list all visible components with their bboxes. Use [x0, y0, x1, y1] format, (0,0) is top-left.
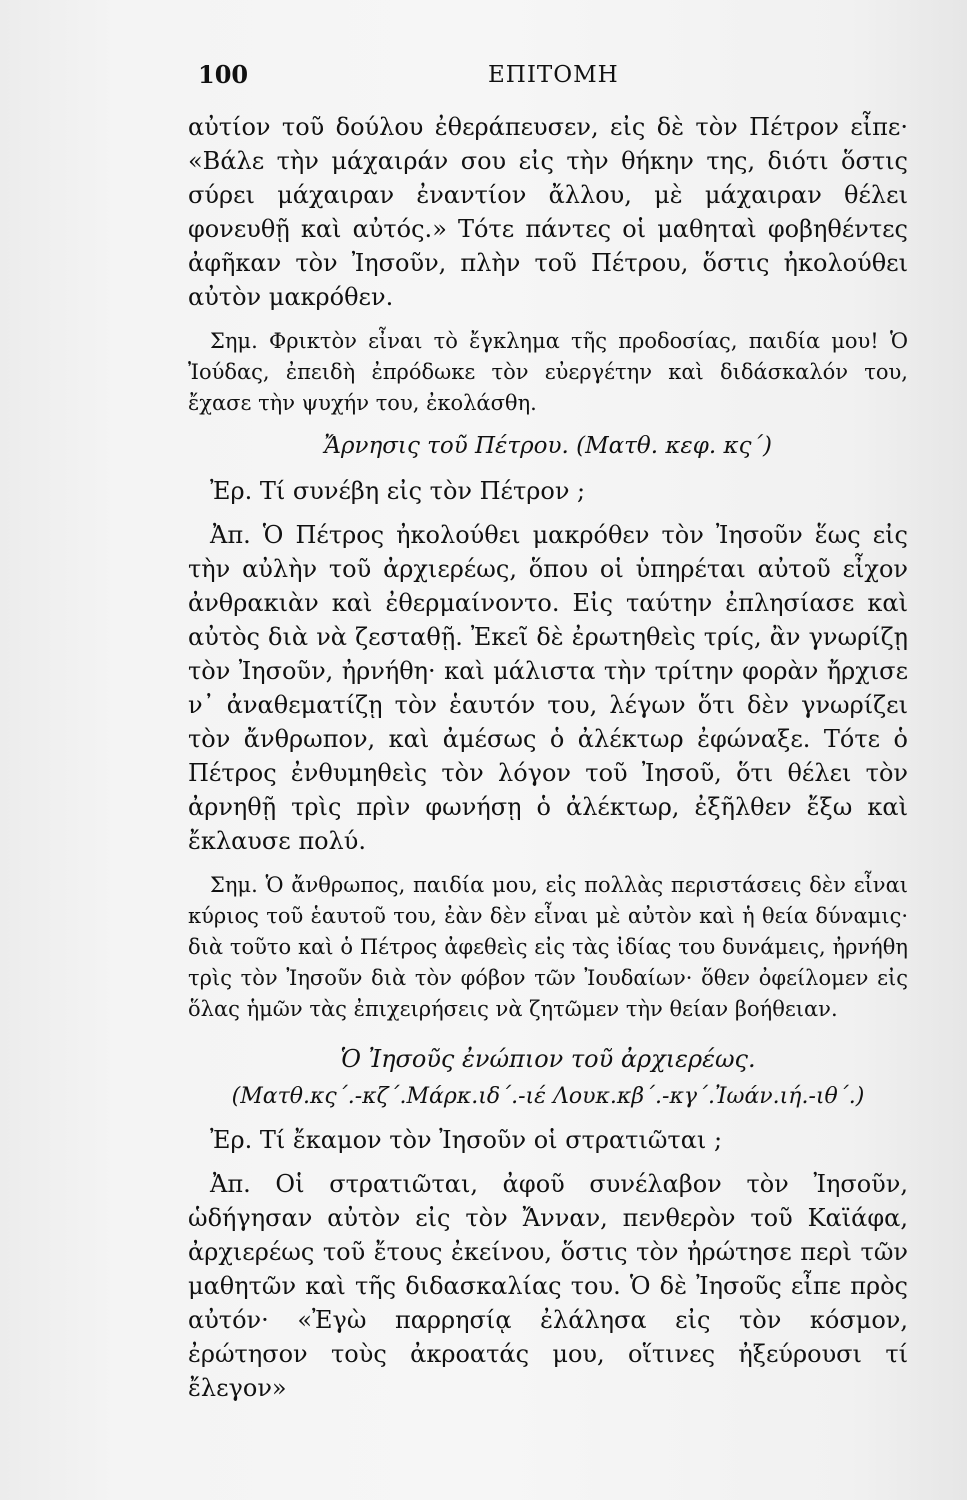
question-2: Ἐρ. Τί ἔκαμον τὸν Ἰησοῦν οἱ στρατιῶται ; [210, 1126, 723, 1154]
main-text [188, 110, 908, 1405]
book-page [188, 60, 908, 1480]
page-number: 100 [198, 60, 249, 89]
section-title-2: Ὁ Ἰησοῦς ἐνώπιον τοῦ ἀρχιερέως. [340, 1045, 756, 1073]
paragraph-1: αὐτίον τοῦ δούλου ἐθεράπευσεν, εἰς δὲ τὸν Πέτρον εἶπε· «Βάλε τὴν μάχαιράν σου εἰς τὴν θήκην της, διότι ὅστις σύρει μάχαιραν ἐναντίον ἄλλου, μὲ μάχαιραν θέλει φονευθῇ καὶ αὐτός.» Τότε πάντες οἱ μαθηταὶ φοβηθέντες ἀφῆκαν τὸν Ἰησοῦν, πλὴν τοῦ Πέτρου, ὅστις ἠκολούθει αὐτὸν μακρόθεν. [188, 113, 908, 311]
question-1: Ἐρ. Τί συνέβη εἰς τὸν Πέτρον ; [210, 477, 586, 505]
section-title-1: Ἄρνησις τοῦ Πέτρου. (Ματθ. κεφ. κς΄) [324, 433, 772, 459]
note-2: Σημ. Ὁ ἄνθρωπος, παιδία μου, εἰς πολλὰς περιστάσεις δὲν εἶναι κύριος τοῦ ἑαυτοῦ του, ἐὰν δὲν εἶναι μὲ αὐτὸν καὶ ἡ θεία δύναμις· διὰ τοῦτο καὶ ὁ Πέτρος ἀφεθεὶς εἰς τὰς ἰδίας του δυνάμεις, ἠρνήθη τρὶς τὸν Ἰησοῦν διὰ τὸν φόβον τῶν Ἰουδαίων· ὅθεν ὀφείλομεν εἰς ὅλας ἡμῶν τὰς ἐπιχειρήσεις νὰ ζητῶμεν τὴν θείαν βοήθειαν. [188, 873, 908, 1021]
answer-2: Ἀπ. Οἱ στρατιῶται, ἀφοῦ συνέλαβον τὸν Ἰησοῦν, ὡδήγησαν αὐτὸν εἰς τὸν Ἄνναν, πενθερὸν τοῦ Καϊάφα, ἀρχιερέως τοῦ ἔτους ἐκείνου, ὅστις τὸν ἠρώτησε περὶ τῶν μαθητῶν καὶ τῆς διδασκαλίας του. Ὁ δὲ Ἰησοῦς εἶπε πρὸς αὐτόν· «Ἐγὼ παρρησίᾳ ἐλάλησα εἰς τὸν κόσμον, ἐρώτησον τοὺς ἀκροατάς μου, οἵτινες ἠξεύρουσι τί ἔλεγον» [188, 1170, 908, 1402]
answer-1: Ἀπ. Ὁ Πέτρος ἠκολούθει μακρόθεν τὸν Ἰησοῦν ἕως εἰς τὴν αὐλὴν τοῦ ἀρχιερέως, ὅπου οἱ ὑπηρέται αὐτοῦ εἶχον ἀνθρακιὰν καὶ ἐθερμαίνοντο. Εἰς ταύτην ἐπλησίασε καὶ αὐτὸς διὰ νὰ ζεσταθῇ. Ἐκεῖ δὲ ἐρωτηθεὶς τρίς, ἂν γνωρίζῃ τὸν Ἰησοῦν, ἠρνήθη· καὶ μάλιστα τὴν τρίτην φορὰν ἤρχισε ν᾽ ἀναθεματίζῃ τὸν ἑαυτόν του, λέγων ὅτι δὲν γνωρίζει τὸν ἄνθρωπον, καὶ ἀμέσως ὁ ἀλέκτωρ ἐφώναξε. Τότε ὁ Πέτρος ἐνθυμηθεὶς τὸν λόγον τοῦ Ἰησοῦ, ὅτι θέλει τὸν ἀρνηθῇ τρὶς πρὶν φωνήσῃ ὁ ἀλέκτωρ, ἐξῆλθεν ἔξω καὶ ἔκλαυσε πολύ. [188, 521, 908, 855]
note-1: Σημ. Φρικτὸν εἶναι τὸ ἔγκλημα τῆς προδοσίας, παιδία μου! Ὁ Ἰούδας, ἐπειδὴ ἐπρόδωκε τὸν εὐεργέτην καὶ διδάσκαλόν του, ἔχασε τὴν ψυχήν του, ἐκολάσθη. [188, 329, 908, 415]
page-header-title: ΕΠΙΤΟΜΗ [488, 62, 619, 88]
running-head [188, 60, 908, 110]
section-reference-2: (Ματθ.κς΄.-κζ΄.Μάρκ.ιδ΄.-ιέ Λουκ.κβ΄.-κγ΄.Ἰωάν.ιή.-ιθ΄.) [231, 1084, 865, 1109]
